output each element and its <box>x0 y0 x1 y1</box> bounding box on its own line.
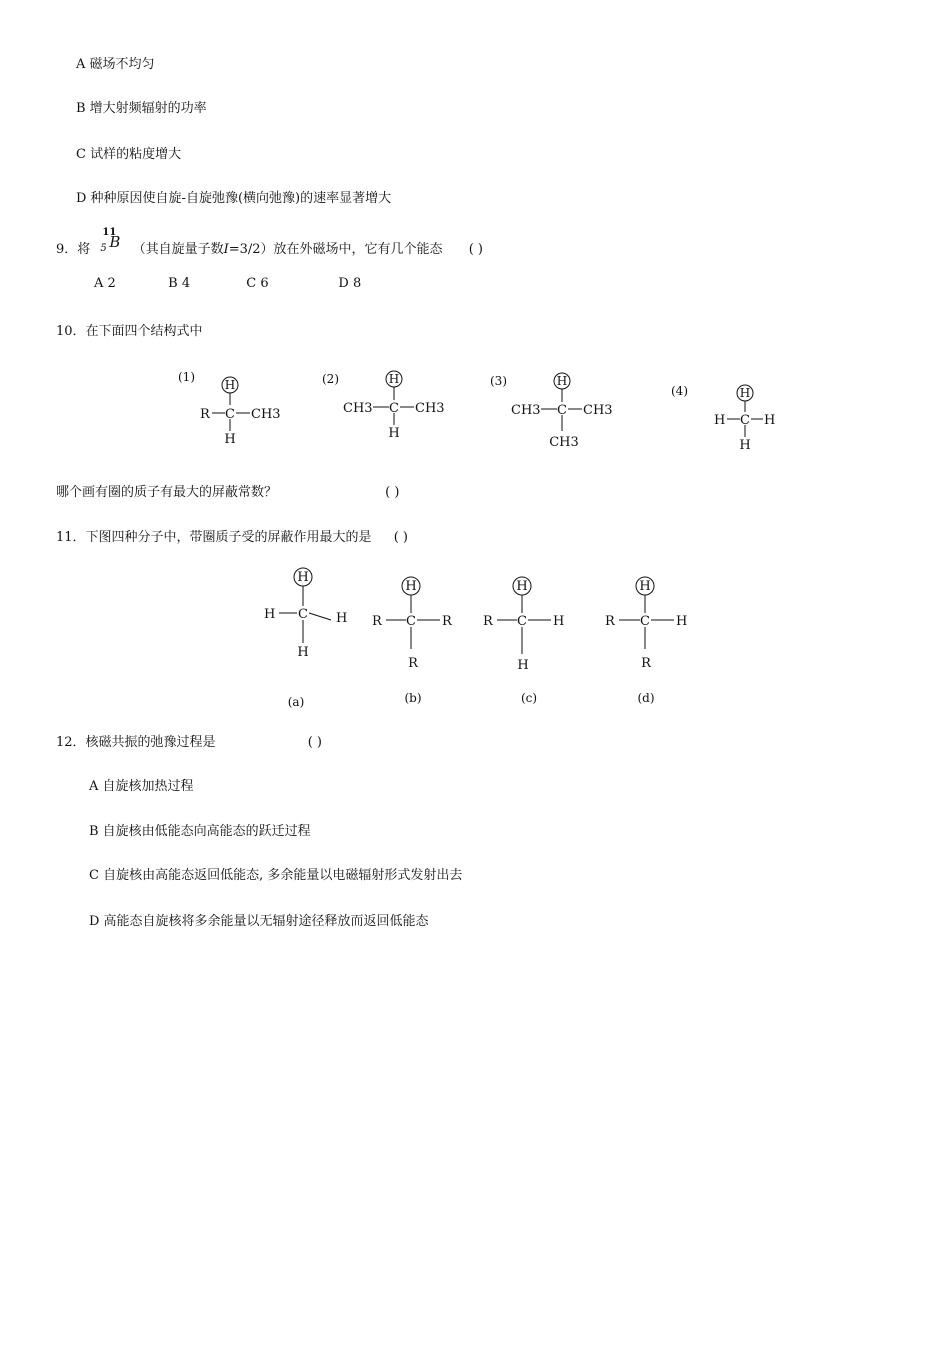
q10-question <box>56 481 399 500</box>
struct-d-label: (d) <box>637 691 655 705</box>
struct-a-bottom: H <box>297 645 309 660</box>
q10-structures <box>0 355 951 460</box>
struct1-right: CH3 <box>251 407 281 422</box>
q12-option-d: D 高能态自旋核将多余能量以无辐射途径释放而返回低能态 <box>89 914 429 929</box>
struct-c-right: H <box>553 614 565 629</box>
struct4-bottom: H <box>739 438 751 453</box>
q9-answer-paren: ( ) <box>468 242 483 257</box>
q11-answer-paren: ( ) <box>393 530 408 545</box>
q9-options <box>94 276 361 291</box>
struct4-left: H <box>714 413 726 428</box>
struct2-left: CH3 <box>343 401 373 416</box>
q11-stem <box>56 526 408 545</box>
struct-a-left: H <box>264 607 276 622</box>
struct4-center: C <box>740 413 750 428</box>
struct-c-left: R <box>483 614 493 629</box>
q12-option-a: A 自旋核加热过程 <box>89 779 194 794</box>
q8-option-d: D 种种原因使自旋-自旋弛豫(横向弛豫)的速率显著增大 <box>76 191 392 206</box>
struct-a-circled-h: H <box>297 570 309 585</box>
struct2-bottom: H <box>388 426 400 441</box>
q12-stem <box>56 731 322 750</box>
q12-answer-paren: ( ) <box>307 735 322 750</box>
struct-b-left: R <box>372 614 382 629</box>
q8-option-b: B 增大射频辐射的功率 <box>76 101 207 116</box>
struct-d-bottom: R <box>641 656 651 671</box>
isotope-symbol: B <box>109 233 121 251</box>
struct1-circled-h: H <box>224 378 236 392</box>
struct3-left: CH3 <box>511 403 541 418</box>
struct-d-left: R <box>605 614 615 629</box>
struct-b-label: (b) <box>404 691 422 705</box>
q10-answer-paren: ( ) <box>385 485 400 500</box>
q9-option-d: D 8 <box>338 276 362 291</box>
q9-option-c: C 6 <box>246 276 269 291</box>
struct-b-bottom: R <box>408 656 418 671</box>
q9-option-a: A 2 <box>94 276 116 291</box>
q12-option-c: C 自旋核由高能态返回低能态, 多余能量以电磁辐射形式发射出去 <box>89 868 463 883</box>
struct3-right: CH3 <box>583 403 613 418</box>
struct3-center: C <box>557 403 567 418</box>
struct1-label: (1) <box>178 370 195 384</box>
struct-c-circled-h: H <box>516 579 528 594</box>
q9-number: 9．将 <box>56 242 91 257</box>
q9-option-b: B 4 <box>168 276 191 291</box>
struct1-left: R <box>200 407 210 422</box>
struct-d-circled-h: H <box>639 579 651 594</box>
q8-option-a: A 磁场不均匀 <box>76 57 155 72</box>
struct1-bottom: H <box>224 432 236 447</box>
q9-stem <box>56 227 483 259</box>
struct-c-bottom: H <box>517 658 529 673</box>
struct-b-circled-h: H <box>405 579 417 594</box>
struct4-circled-h: H <box>739 386 751 400</box>
q8-option-c: C 试样的粘度增大 <box>76 147 182 162</box>
boron-isotope <box>98 227 124 259</box>
struct-b-center: C <box>406 614 416 629</box>
struct-c-center: C <box>517 614 527 629</box>
q9-spin-val: =3/2）放在外磁场中，它有几个能态 <box>228 242 443 257</box>
struct1-center: C <box>225 407 235 422</box>
q11-stem-text: 11．下图四种分子中，带圈质子受的屏蔽作用最大的是 <box>56 530 372 545</box>
q11-structures <box>0 560 951 715</box>
struct3-circled-h: H <box>556 374 568 388</box>
struct-d-center: C <box>640 614 650 629</box>
struct-a-right: H <box>336 611 348 626</box>
struct-a-center: C <box>298 607 308 622</box>
struct4-label: (4) <box>671 384 688 398</box>
isotope-mass: 11 <box>102 227 117 238</box>
struct3-label: (3) <box>490 374 507 388</box>
struct-d-right: H <box>676 614 688 629</box>
struct4-right: H <box>764 413 776 428</box>
struct-b-right: R <box>442 614 452 629</box>
struct2-label: (2) <box>322 372 339 386</box>
struct2-right: CH3 <box>415 401 445 416</box>
q12-stem-text: 12．核磁共振的弛豫过程是 <box>56 735 216 750</box>
q10-stem: 10．在下面四个结构式中 <box>56 324 203 339</box>
q12-option-b: B 自旋核由低能态向高能态的跃迁过程 <box>89 824 311 839</box>
struct-c-label: (c) <box>520 691 538 705</box>
q9-stem-pre: （其自旋量子数 <box>132 242 224 257</box>
struct3-bottom: CH3 <box>549 435 579 450</box>
q10-question-text: 哪个画有圈的质子有最大的屏蔽常数？ <box>56 485 278 500</box>
struct2-circled-h: H <box>388 372 400 386</box>
struct2-center: C <box>389 401 399 416</box>
isotope-z: 5 <box>100 243 107 254</box>
q9-spin-var: I <box>223 242 229 257</box>
struct-a-label: (a) <box>287 695 305 709</box>
